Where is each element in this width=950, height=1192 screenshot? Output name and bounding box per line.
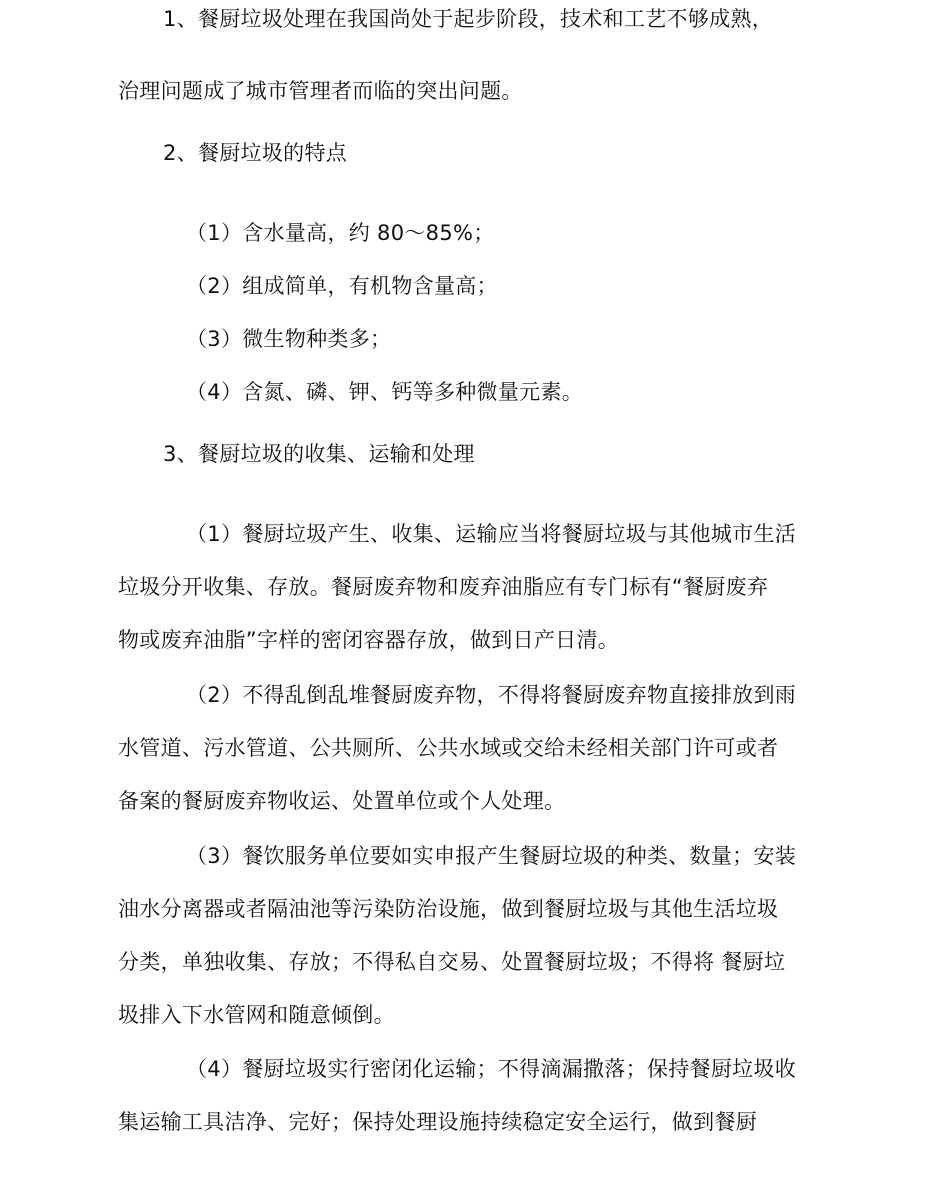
item-2-line-3: 备案的餐厨废弃物收运、处置单位或个人处理。 [118,789,566,813]
feature-item-3: （3）微生物种类多； [186,327,392,351]
item-3-line-1: （3）餐饮服务单位要如实申报产生餐厨垃圾的种类、数量；安装 [186,844,797,868]
item-4-line-1: （4）餐厨垃圾实行密闭化运输；不得滴漏撒落；保持餐厨垃圾收 [186,1057,797,1081]
item-1-line-1: （1）餐厨垃圾产生、收集、运输应当将餐厨垃圾与其他城市生活 [186,522,797,546]
item-2-line-1: （2）不得乱倒乱堆餐厨废弃物，不得将餐厨废弃物直接排放到雨 [186,683,797,707]
section-heading-2: 2、餐厨垃圾的特点 [163,141,348,165]
intro-line-1: 1、餐厨垃圾处理在我国尚处于起步阶段，技术和工艺不够成熟， [163,7,774,31]
item-2-line-2: 水管道、污水管道、公共厕所、公共水域或交给未经相关部门许可或者 [118,736,779,760]
feature-item-4: （4）含氮、磷、钾、钙等多种微量元素。 [186,380,584,404]
item-3-line-4: 圾排入下水管网和随意倾倒。 [118,1003,395,1027]
item-1-line-3: 物或废弃油脂”字样的密闭容器存放，做到日产日清。 [118,628,620,652]
intro-line-2: 治理问题成了城市管理者而临的突出问题。 [118,79,523,103]
section-heading-3: 3、餐厨垃圾的收集、运输和处理 [163,442,475,466]
item-1-line-2: 垃圾分开收集、存放。餐厨废弃物和废弃油脂应有专门标有“餐厨废弃 [118,575,769,599]
item-4-line-2: 集运输工具洁净、完好；保持处理设施持续稳定安全运行，做到餐厨 [118,1110,757,1134]
feature-item-1: （1）含水量高，约 80〜85%； [186,221,495,245]
item-3-line-3: 分类，单独收集、存放；不得私自交易、处置餐厨垃圾；不得将 餐厨垃 [118,950,786,974]
feature-item-2: （2）组成简单，有机物含量高； [186,274,498,298]
item-3-line-2: 油水分离器或者隔油池等污染防治设施，做到餐厨垃圾与其他生活垃圾 [118,897,779,921]
